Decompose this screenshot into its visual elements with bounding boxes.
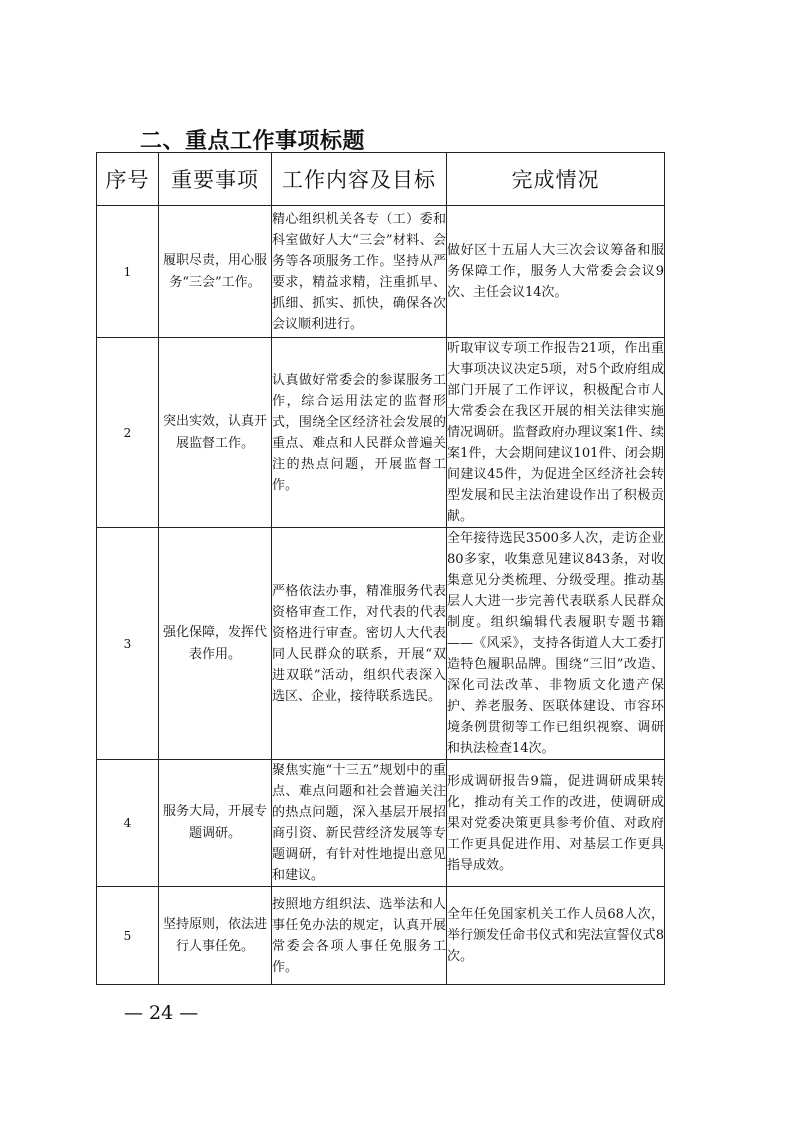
row-item: 坚持原则，依法进行人事任免。 [159,887,272,985]
header-number: 序号 [97,153,159,206]
row-result: 形成调研报告9篇，促进调研成果转化，推动有关工作的改进，使调研成果对党委决策更具参考价值、对政府工作更具促进作用、对基层工作更具指导成效。 [447,760,665,887]
row-number: 5 [97,887,159,985]
row-content: 认真做好常委会的参谋服务工作，综合运用法定的监督形式，围绕全区经济社会发展的重点、难点和人民群众普遍关注的热点问题，开展监督工作。 [272,338,447,528]
section-title: 二、重点工作事项标题 [140,129,366,154]
row-item: 强化保障，发挥代表作用。 [159,528,272,760]
row-number: 1 [97,206,159,338]
row-item: 服务大局，开展专题调研。 [159,760,272,887]
row-item: 履职尽责，用心服务“三会”工作。 [159,206,272,338]
row-result: 全年接待选民3500多人次，走访企业80多家，收集意见建议843条，对收集意见分类梳理、分级受理。推动基层人大进一步完善代表联系人民群众制度。组织编辑代表履职专题书籍——《风采》，支持各街道人大工委打造特色履职品牌。围绕“三旧”改造、深化司法改革、非物质文化遗产保护、养老服务、医联体建设、市容环境条例贯彻等工作已组织视察、调研和执法检查14次。 [447,528,665,760]
work-items-table [96,152,665,985]
row-result: 全年任免国家机关工作人员68人次，举行颁发任命书仪式和宪法宣誓仪式8次。 [447,887,665,985]
table-row [97,206,665,338]
row-content: 按照地方组织法、选举法和人事任免办法的规定，认真开展常委会各项人事任免服务工作。 [272,887,447,985]
row-result: 做好区十五届人大三次会议筹备和服务保障工作，服务人大常委会会议9次、主任会议14次。 [447,206,665,338]
row-number: 2 [97,338,159,528]
table-row [97,760,665,887]
row-result: 听取审议专项工作报告21项，作出重大事项决议决定5项，对5个政府组成部门开展了工作评议，积极配合市人大常委会在我区开展的相关法律实施情况调研。监督政府办理议案1件、续案1件，大会期间建议101件、闭会期间建议45件，为促进全区经济社会转型发展和民主法治建设作出了积极贡献。 [447,338,665,528]
row-content: 聚焦实施“十三五”规划中的重点、难点问题和社会普遍关注的热点问题，深入基层开展招商引资、新民营经济发展等专题调研，有针对性地提出意见和建议。 [272,760,447,887]
row-content: 精心组织机关各专（工）委和科室做好人大“三会”材料、会务等各项服务工作。坚持从严要求，精益求精，注重抓早、抓细、抓实、抓快，确保各次会议顺利进行。 [272,206,447,338]
row-number: 3 [97,528,159,760]
table-row [97,338,665,528]
header-result: 完成情况 [447,153,665,206]
row-number: 4 [97,760,159,887]
table-row [97,528,665,760]
row-item: 突出实效，认真开展监督工作。 [159,338,272,528]
header-content: 工作内容及目标 [272,153,447,206]
row-content: 严格依法办事，精准服务代表资格审查工作，对代表的代表资格进行审查。密切人大代表同人民群众的联系，开展“双进双联”活动，组织代表深入选区、企业，接待联系选民。 [272,528,447,760]
table-row [97,887,665,985]
header-item: 重要事项 [159,153,272,206]
table-header-row [97,153,665,206]
page-number: — 24 — [124,1002,199,1024]
